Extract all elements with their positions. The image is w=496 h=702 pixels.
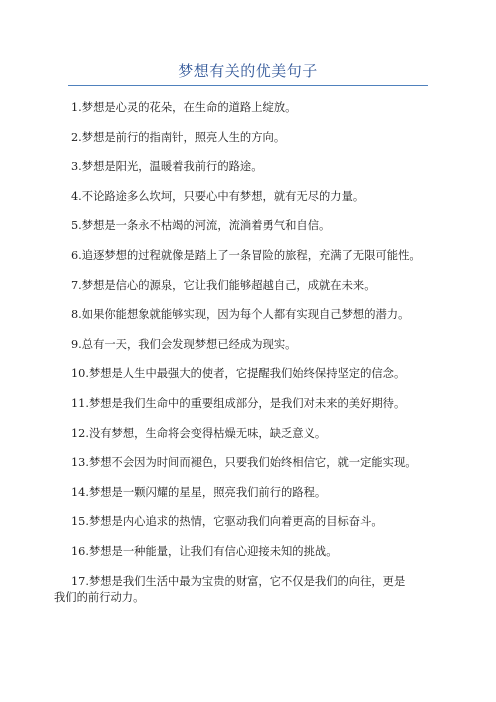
title-underline	[68, 85, 428, 86]
sentence-item: 8.如果你能想象就能够实现，因为每个人都有实现自己梦想的潜力。	[71, 308, 410, 322]
sentence-item: 13.梦想不会因为时间而褪色，只要我们始终相信它，就一定能实现。	[71, 456, 417, 470]
sentence-item: 14.梦想是一颗闪耀的星星，照亮我们前行的路程。	[71, 485, 327, 499]
sentence-item: 12.没有梦想，生命将会变得枯燥无味，缺乏意义。	[71, 426, 327, 440]
sentence-item: 4.不论路途多么坎坷，只要心中有梦想，就有无尽的力量。	[71, 189, 365, 203]
sentence-line-1: 17.梦想是我们生活中最为宝贵的财富，它不仅是我们的向往，更是	[71, 574, 406, 588]
sentence-item: 3.梦想是阳光，温暖着我前行的路途。	[71, 160, 263, 174]
sentence-item: 10.梦想是人生中最强大的使者，它提醒我们始终保持坚定的信念。	[71, 367, 406, 381]
sentence-item: 15.梦想是内心追求的热情，它驱动我们向着更高的目标奋斗。	[71, 515, 383, 529]
sentence-item: 16.梦想是一种能量，让我们有信心迎接未知的挑战。	[71, 544, 338, 558]
sentence-item: 7.梦想是信心的源泉，它让我们能够超越自己，成就在未来。	[71, 278, 376, 292]
sentence-item-last	[54, 568, 471, 606]
sentence-item: 6.追逐梦想的过程就像是踏上了一条冒险的旅程，充满了无限可能性。	[71, 248, 421, 262]
document-title: 梦想有关的优美句子	[178, 62, 318, 80]
sentence-item: 5.梦想是一条永不枯竭的河流，流淌着勇气和自信。	[71, 219, 331, 233]
sentence-item: 1.梦想是心灵的花朵，在生命的道路上绽放。	[71, 101, 297, 114]
sentence-item: 11.梦想是我们生命中的重要组成部分，是我们对未来的美好期待。	[71, 396, 406, 410]
sentence-line-2: 我们的前行动力。	[54, 590, 145, 604]
sentence-item: 2.梦想是前行的指南针，照亮人生的方向。	[71, 130, 286, 144]
sentence-item: 9.总有一天，我们会发现梦想已经成为现实。	[71, 337, 297, 351]
sentence-list	[54, 94, 471, 606]
